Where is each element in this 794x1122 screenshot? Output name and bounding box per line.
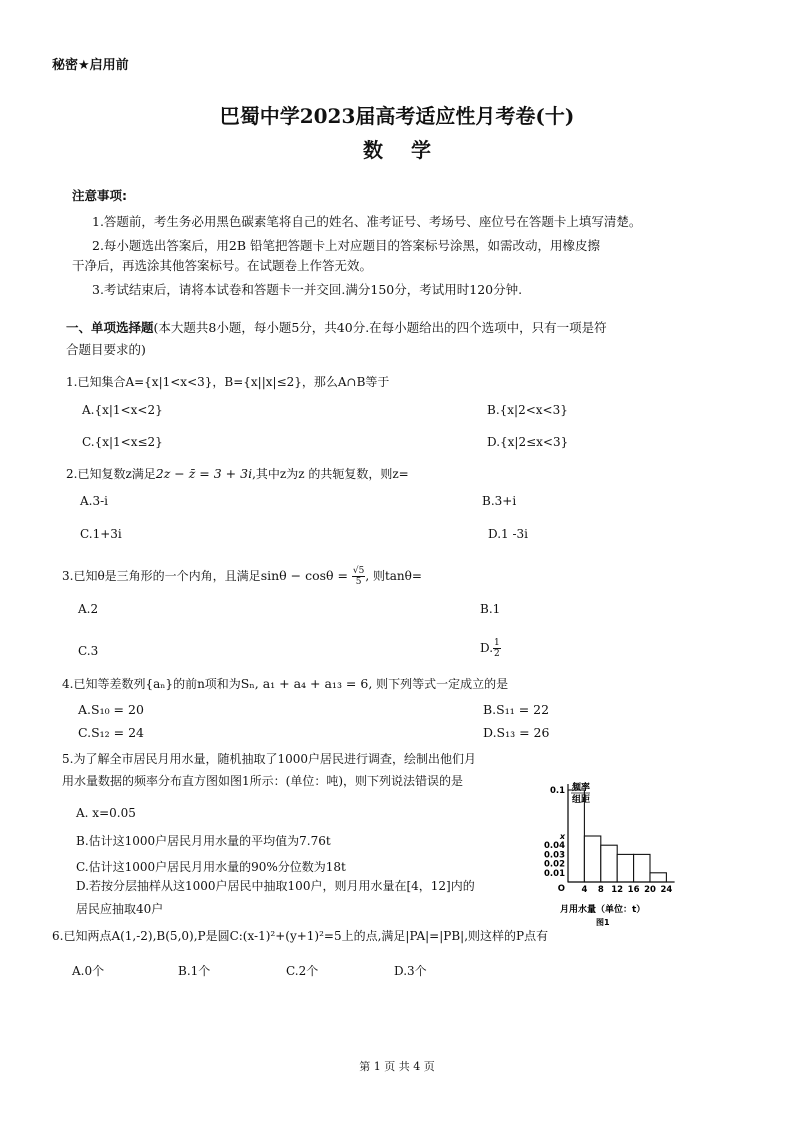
x-axis-label: 月用水量（单位：t） (560, 905, 646, 915)
section-title: 一、单项选择题 (66, 320, 154, 335)
q3-option-a: A.2 (78, 602, 99, 616)
question-2-stem (66, 465, 409, 482)
question-6-stem: 6.已知两点A(1,-2),B(5,0),P是圆C:(x-1)²+(y+1)²=5上的点,满足|PA|=|PB|,则这样的P点有 (52, 929, 549, 943)
q4-option-c: C.S₁₂ = 24 (78, 725, 145, 740)
q3-frac-num: √5 (352, 566, 365, 576)
q3-pre: 3.已知θ是三角形的一个内角，且满足 (62, 569, 261, 583)
figure-caption: 图1 (596, 918, 610, 927)
q6-option-c: C.2个 (286, 964, 319, 978)
q4-post: 则下列等式一定成立的是 (372, 677, 509, 691)
q3-option-c: C.3 (78, 644, 99, 658)
q6-option-a: A.0个 (72, 964, 105, 978)
note-2a: 2.每小题选出答案后，用2B 铅笔把答题卡上对应题目的答案标号涂黑，如需改动，用橡皮擦 (92, 238, 601, 253)
y-axis-label-bottom: 组距 (572, 795, 591, 805)
q4-option-d: D.S₁₃ = 26 (483, 725, 550, 740)
q3-post: , 则tanθ= (365, 569, 422, 583)
q3-d-fraction (493, 638, 501, 659)
q5-option-d-line-1: D.若按分层抽样从这1000户居民中抽取100户，则月用水量在[4，12]内的 (76, 879, 475, 893)
notes-heading: 注意事项: (72, 188, 127, 203)
q1-option-b: B.{x|2<x<3} (487, 403, 568, 417)
x-tick-label: 24 (660, 885, 673, 895)
exam-title: 巴蜀中学2023届高考适应性月考卷(十) (219, 104, 575, 128)
q2-option-a: A.3-i (80, 494, 109, 508)
y-tick-label: x (559, 832, 565, 841)
q5-option-b: B.估计这1000户居民月用水量的平均值为7.76t (76, 834, 331, 848)
question-5-line-1: 5.为了解全市居民月用水量，随机抽取了1000户居民进行调查，绘制出他们月 (62, 752, 476, 766)
histogram-bar (650, 873, 666, 882)
q3-equation: sinθ − cosθ = (260, 568, 349, 583)
question-3-stem (62, 566, 422, 587)
q5-option-d-line-2: 居民应抽取40户 (76, 902, 164, 916)
y-tick-label: 0.04 (544, 841, 565, 852)
q2-option-c: C.1+3i (80, 527, 122, 541)
q4-pre: 4.已知等差数列{aₙ}的前n项和为 (62, 677, 241, 691)
q3-d-num: 1 (494, 638, 500, 648)
q3-fraction (352, 566, 365, 587)
y-tick-label: 0.03 (544, 850, 565, 861)
q3-option-d (480, 638, 501, 659)
y-tick-label: 0.1 (549, 786, 565, 796)
note-2b: 干净后，再选涂其他答案标号。在试题卷上作答无效。 (72, 258, 373, 273)
origin-label: O (557, 884, 565, 894)
note-1: 1.答题前，考生务必用黑色碳素笔将自己的姓名、准考证号、考场号、座位号在答题卡上填写清楚。 (92, 214, 642, 229)
section-desc: (本大题共8小题，每小题5分，共40分.在每小题给出的四个选项中，只有一项是符 (153, 320, 607, 335)
q2-equation: 2z − z̄ = 3 + 3i (155, 466, 253, 481)
section-heading (66, 318, 607, 336)
histogram-bar (601, 845, 617, 882)
q6-option-d: D.3个 (394, 964, 427, 978)
x-tick-label: 20 (644, 885, 656, 895)
histogram-bar (584, 836, 600, 882)
section-desc-cont: 合题目要求的) (66, 342, 146, 357)
q4-option-b: B.S₁₁ = 22 (483, 702, 550, 717)
q1-option-c: C.{x|1<x≤2} (82, 435, 163, 449)
q2-pre: 2.已知复数z满足 (66, 467, 156, 481)
question-5-line-2: 用水量数据的频率分布直方图如图1所示：(单位：吨)，则下列说法错误的是 (62, 774, 464, 788)
page-footer: 第 1 页 共 4 页 (359, 1060, 435, 1073)
confidential-mark: 秘密★启用前 (52, 58, 129, 73)
histogram-bar (634, 854, 650, 882)
q6-option-b: B.1个 (178, 964, 211, 978)
x-tick-label: 8 (597, 885, 604, 895)
x-tick-label: 16 (627, 885, 640, 895)
q1-option-d: D.{x|2≤x<3} (487, 435, 569, 449)
q5-option-c: C.估计这1000户居民月用水量的90%分位数为18t (76, 860, 346, 874)
q1-option-a: A.{x|1<x<2} (82, 403, 163, 417)
y-tick-label: 0.01 (544, 868, 565, 879)
q3-d-label: D. (480, 641, 494, 655)
q2-post: ,其中z为z 的共轭复数，则z= (252, 467, 409, 481)
histogram-bar (617, 854, 633, 882)
q4-equation: Sₙ, a₁ + a₄ + a₁₃ = 6, (240, 676, 373, 691)
q5-option-a: A. x=0.05 (76, 806, 136, 820)
q2-option-b: B.3+i (482, 494, 517, 508)
subject-title: 数学 (363, 138, 459, 162)
q3-option-b: B.1 (480, 602, 501, 616)
question-1-stem: 1.已知集合A={x|1<x<3}，B={x||x|≤2}，那么A∩B等于 (66, 375, 390, 389)
question-4-stem (62, 675, 508, 692)
note-3: 3.考试结束后，请将本试卷和答题卡一并交回.满分150分，考试用时120分钟. (92, 282, 523, 297)
x-tick-label: 12 (611, 885, 624, 895)
histogram-figure-1 (540, 778, 700, 928)
x-tick-label: 4 (581, 885, 588, 895)
y-tick-label: 0.02 (544, 859, 565, 870)
q3-frac-den: 5 (355, 577, 362, 587)
q4-option-a: A.S₁₀ = 20 (78, 702, 144, 717)
q2-option-d: D.1 -3i (488, 527, 528, 541)
y-axis-label-top: 频率 (572, 783, 591, 793)
q3-d-den: 2 (494, 649, 500, 659)
